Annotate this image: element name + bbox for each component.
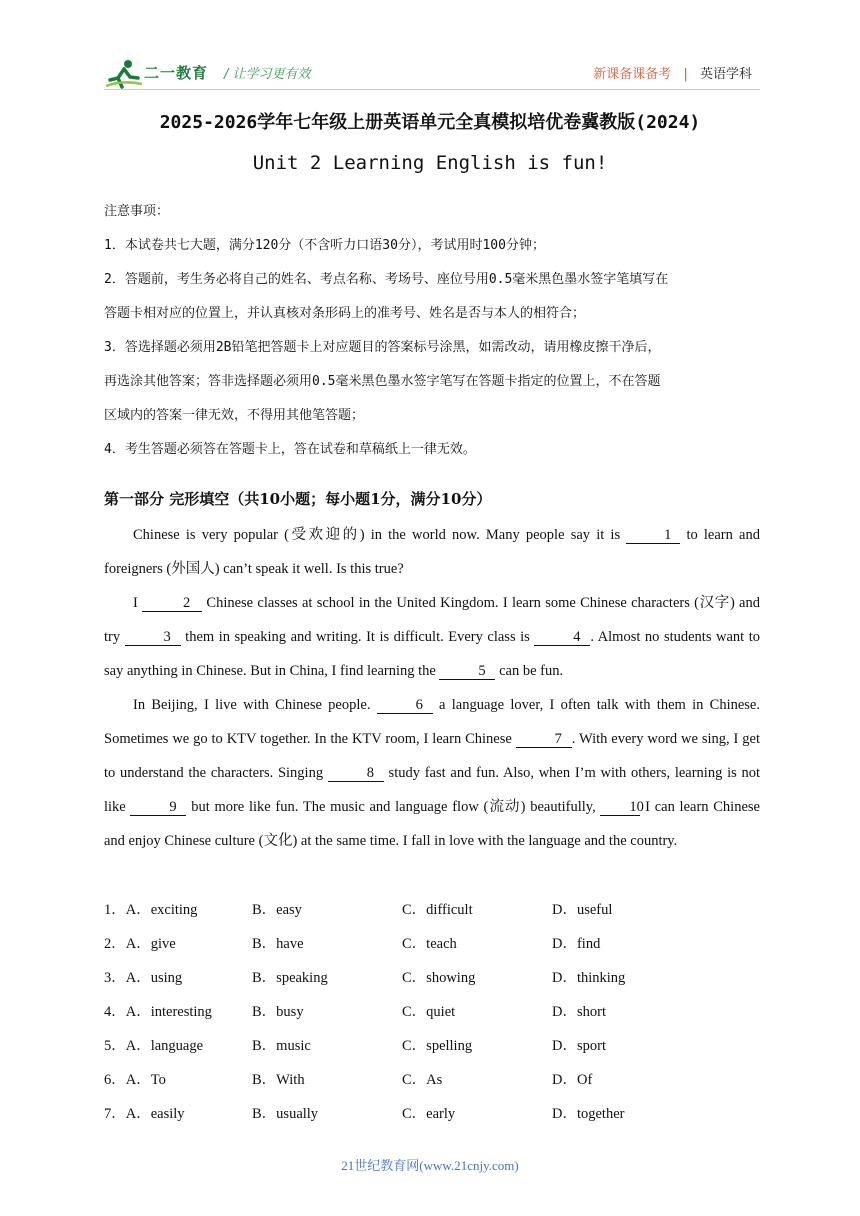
option-row: [104, 1094, 760, 1128]
slogan: / 让学习更有效: [224, 67, 311, 82]
option-row: [104, 958, 760, 992]
cloze-blank: 5: [439, 663, 495, 680]
option-b: B．speaking: [252, 970, 328, 986]
header-right: [593, 63, 752, 82]
passage-text: to learn and foreigners (外国人) can’t speak it well. Is this true?: [104, 527, 760, 577]
page-subtitle: Unit 2 Learning English is fun!: [252, 152, 608, 174]
option-a: 6．A．To: [104, 1072, 166, 1088]
page-footer[interactable]: 21世纪教育网(www.21cnjy.com): [341, 1158, 519, 1173]
option-a: 3．A．using: [104, 970, 183, 986]
option-c: C．early: [402, 1106, 456, 1122]
page-header: [104, 58, 760, 90]
notes-line: 答题卡相对应的位置上，并认真核对条形码上的准考号、姓名是否与本人的相符合；: [104, 306, 586, 321]
option-b: B．With: [252, 1072, 305, 1088]
option-d: D．together: [552, 1106, 625, 1122]
cloze-blank: 7: [516, 731, 572, 748]
option-c: C．teach: [402, 936, 457, 952]
option-b: B．music: [252, 1038, 311, 1054]
option-d: D．Of: [552, 1072, 593, 1088]
option-c: C．As: [402, 1072, 443, 1088]
option-d: D．short: [552, 1004, 606, 1020]
option-b: B．easy: [252, 902, 302, 918]
passage-text: Chinese is very popular (受欢迎的) in the world now. Many people say it is: [133, 527, 627, 543]
header-divider: [104, 89, 760, 90]
page-title: 2025-2026学年七年级上册英语单元全真模拟培优卷冀教版(2024): [159, 112, 701, 133]
notes-line: 2．答题前，考生务必将自己的姓名、考点名称、考场号、座位号用0.5毫米黑色墨水签字笔填写在: [104, 272, 669, 287]
option-row: [104, 1060, 760, 1094]
option-row: [104, 924, 760, 958]
option-a: 7．A．easily: [104, 1106, 185, 1122]
option-row: [104, 1026, 760, 1060]
cloze-blank: 10: [600, 799, 640, 816]
option-c: C．quiet: [402, 1004, 456, 1020]
passage-text: . With every word we sing, I get to understand the characters. Singing: [104, 731, 760, 781]
option-b: B．busy: [252, 1004, 304, 1020]
passage-text: Chinese classes at school in the United Kingdom. I learn some Chinese characters (汉字) and try: [104, 595, 760, 645]
option-a: 5．A．language: [104, 1038, 204, 1054]
passage-text: study fast and fun. Also, when I’m with others, learning is not like: [104, 765, 761, 815]
cloze-blank: 4: [534, 629, 590, 646]
header-course-label: 新课备课备考: [593, 67, 672, 82]
option-d: D．useful: [552, 902, 613, 918]
passage-text: I: [133, 595, 143, 611]
option-row: [104, 890, 760, 924]
notes-line: 3．答选择题必须用2B铅笔把答题卡上对应题目的答案标号涂黑，如需改动，请用橡皮擦干净后，: [104, 340, 661, 355]
logo-text: 二一教育: [144, 64, 209, 82]
notes-line: 4．考生答题必须答在答题卡上，答在试卷和草稿纸上一律无效。: [104, 442, 476, 457]
passage-text: In Beijing, I live with Chinese people.: [133, 697, 377, 713]
cloze-blank: 3: [125, 629, 181, 646]
passage-paragraph: [104, 688, 760, 858]
option-b: B．have: [252, 936, 304, 952]
cloze-passage: [104, 518, 760, 858]
passage-text: but more like fun. The music and language flow (流动) beautifully,: [186, 799, 601, 815]
passage-text: I can learn Chinese and enjoy Chinese culture (文化) at the same time. I fall in love with the language and the country.: [104, 799, 760, 849]
passage-text: a language lover, I often talk with them in Chinese. Sometimes we go to KTV together. In the KTV room, I learn Chinese: [104, 697, 760, 747]
notes-line: 区域内的答案一律无效，不得用其他笔答题；: [104, 408, 365, 423]
cloze-blank: 6: [377, 697, 433, 714]
cloze-blank: 1: [626, 527, 680, 544]
passage-paragraph: [104, 586, 760, 688]
notes-heading: 注意事项：: [104, 204, 170, 219]
option-a: 2．A．give: [104, 936, 176, 952]
option-d: D．thinking: [552, 970, 626, 986]
passage-paragraph: [104, 518, 760, 586]
notes-line: 再选涂其他答案；答非选择题必须用0.5毫米黑色墨水签字笔写在答题卡指定的位置上，不在答题: [104, 374, 661, 389]
option-c: C．showing: [402, 970, 476, 986]
header-separator: |: [683, 67, 688, 82]
option-c: C．difficult: [402, 902, 473, 918]
option-row: [104, 992, 760, 1026]
header-subject-label: 英语学科: [699, 67, 752, 82]
passage-text: can be fun.: [495, 663, 564, 679]
notes-block: [104, 195, 760, 467]
notes-line: 1．本试卷共七大题，满分120分（不含听力口语30分），考试用时100分钟；: [104, 238, 545, 253]
option-b: B．usually: [252, 1106, 319, 1122]
cloze-blank: 9: [130, 799, 186, 816]
logo: [104, 58, 216, 90]
passage-text: . Almost no students want to say anything in Chinese. But in China, I find learning the: [104, 629, 760, 679]
option-a: 1．A．exciting: [104, 902, 198, 918]
option-c: C．spelling: [402, 1038, 473, 1054]
option-a: 4．A．interesting: [104, 1004, 212, 1020]
running-figure-icon: [104, 58, 144, 90]
passage-text: them in speaking and writing. It is difficult. Every class is: [180, 629, 535, 645]
section-title: 第一部分 完形填空（共10小题；每小题1分，满分10分）: [104, 490, 492, 508]
option-d: D．sport: [552, 1038, 606, 1054]
cloze-blank: 2: [142, 595, 202, 612]
option-d: D．find: [552, 936, 601, 952]
answer-options: [104, 890, 760, 1128]
cloze-blank: 8: [328, 765, 384, 782]
